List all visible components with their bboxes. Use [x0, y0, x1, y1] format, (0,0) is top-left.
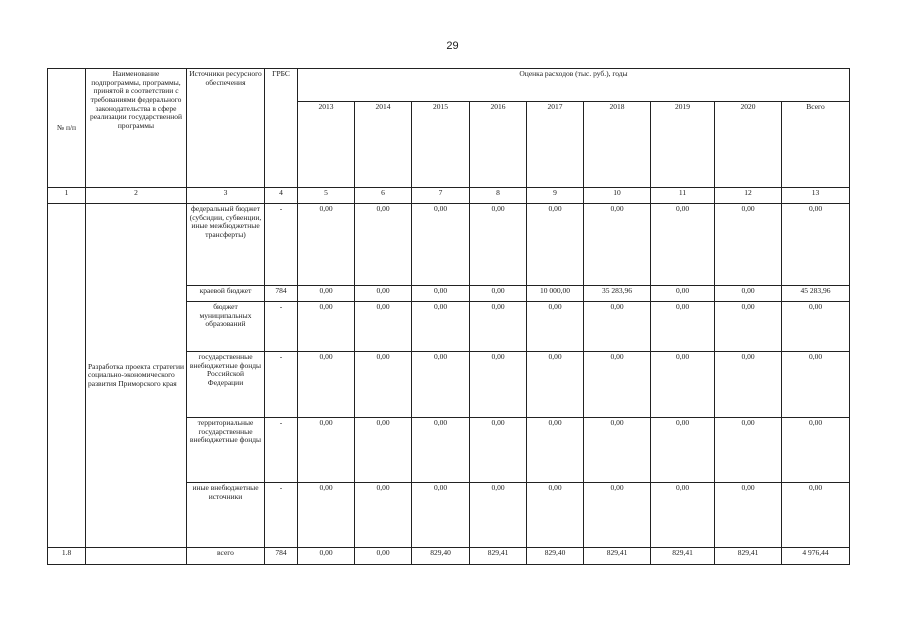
grbs-cell: -	[265, 483, 298, 548]
column-number-row	[48, 188, 850, 204]
header-year: 2014	[355, 102, 412, 188]
value-cell: 0,00	[527, 302, 584, 352]
total-cell: 4 976,44	[782, 548, 850, 565]
header-year: 2018	[584, 102, 651, 188]
column-number: 11	[651, 188, 715, 204]
value-cell: 0,00	[412, 483, 470, 548]
value-cell: 0,00	[527, 418, 584, 483]
column-number: 1	[48, 188, 86, 204]
value-cell: 0,00	[527, 204, 584, 286]
value-cell: 0,00	[470, 204, 527, 286]
value-cell: 0,00	[298, 286, 355, 302]
total-cell: 0,00	[782, 302, 850, 352]
value-cell: 829,40	[527, 548, 584, 565]
value-cell: 0,00	[355, 302, 412, 352]
value-cell: 0,00	[355, 204, 412, 286]
header-expenses: Оценка расходов (тыс. руб.), годы	[298, 69, 850, 102]
column-number: 2	[86, 188, 187, 204]
column-number: 4	[265, 188, 298, 204]
column-number: 13	[782, 188, 850, 204]
value-cell: 0,00	[470, 352, 527, 418]
value-cell: 0,00	[298, 204, 355, 286]
header-name: Наименование подпрограммы, программы, принятой в соответствии с требованиями федерального законодательства в сфере реализации государственной программы	[86, 69, 187, 188]
budget-table	[47, 68, 850, 565]
grbs-cell: 784	[265, 548, 298, 565]
header-num: № п/п	[48, 69, 86, 188]
value-cell: 0,00	[355, 352, 412, 418]
value-cell: 0,00	[412, 286, 470, 302]
source-cell: федеральный бюджет (субсидии, субвенции, иные межбюджетные трансферты)	[187, 204, 265, 286]
header-year: 2017	[527, 102, 584, 188]
value-cell: 0,00	[584, 483, 651, 548]
value-cell: 0,00	[584, 204, 651, 286]
value-cell: 0,00	[470, 483, 527, 548]
value-cell: 829,41	[651, 548, 715, 565]
value-cell: 0,00	[412, 352, 470, 418]
row-num-cell: 1.8	[48, 548, 86, 565]
value-cell: 0,00	[651, 286, 715, 302]
value-cell: 829,41	[584, 548, 651, 565]
total-row	[48, 548, 850, 565]
header-total: Всего	[782, 102, 850, 188]
value-cell: 0,00	[715, 483, 782, 548]
value-cell: 0,00	[584, 302, 651, 352]
value-cell: 0,00	[715, 302, 782, 352]
value-cell: 829,40	[412, 548, 470, 565]
table-row	[48, 204, 850, 286]
value-cell: 829,41	[715, 548, 782, 565]
value-cell: 0,00	[298, 418, 355, 483]
header-row	[48, 69, 850, 102]
value-cell: 0,00	[298, 302, 355, 352]
header-year: 2019	[651, 102, 715, 188]
value-cell: 0,00	[298, 352, 355, 418]
value-cell: 0,00	[715, 204, 782, 286]
source-cell: краевой бюджет	[187, 286, 265, 302]
column-number: 10	[584, 188, 651, 204]
value-cell: 0,00	[651, 302, 715, 352]
total-cell: 0,00	[782, 352, 850, 418]
name-cell	[86, 548, 187, 565]
column-number: 9	[527, 188, 584, 204]
column-number: 5	[298, 188, 355, 204]
value-cell: 0,00	[715, 352, 782, 418]
grbs-cell: -	[265, 352, 298, 418]
grbs-cell: -	[265, 204, 298, 286]
column-number: 8	[470, 188, 527, 204]
value-cell: 0,00	[715, 418, 782, 483]
header-grbs: ГРБС	[265, 69, 298, 188]
total-cell: 0,00	[782, 418, 850, 483]
source-cell: бюджет муниципальных образований	[187, 302, 265, 352]
total-cell: 0,00	[782, 483, 850, 548]
value-cell: 0,00	[584, 418, 651, 483]
row-num-cell	[48, 204, 86, 548]
activity-name: Разработка проекта стратегии социально-экономического развития Приморского края	[86, 204, 187, 548]
value-cell: 0,00	[412, 204, 470, 286]
header-year: 2013	[298, 102, 355, 188]
value-cell: 0,00	[355, 548, 412, 565]
value-cell: 0,00	[651, 418, 715, 483]
value-cell: 0,00	[651, 352, 715, 418]
value-cell: 829,41	[470, 548, 527, 565]
column-number: 3	[187, 188, 265, 204]
value-cell: 0,00	[527, 352, 584, 418]
value-cell: 0,00	[715, 286, 782, 302]
source-cell: всего	[187, 548, 265, 565]
grbs-cell: 784	[265, 286, 298, 302]
value-cell: 10 000,00	[527, 286, 584, 302]
value-cell: 0,00	[298, 483, 355, 548]
value-cell: 0,00	[355, 418, 412, 483]
column-number: 7	[412, 188, 470, 204]
value-cell: 0,00	[412, 302, 470, 352]
source-cell: иные внебюджетные источники	[187, 483, 265, 548]
grbs-cell: -	[265, 418, 298, 483]
total-cell: 45 283,96	[782, 286, 850, 302]
value-cell: 0,00	[651, 483, 715, 548]
value-cell: 0,00	[355, 483, 412, 548]
header-year: 2015	[412, 102, 470, 188]
value-cell: 0,00	[527, 483, 584, 548]
value-cell: 0,00	[412, 418, 470, 483]
header-year: 2016	[470, 102, 527, 188]
grbs-cell: -	[265, 302, 298, 352]
value-cell: 0,00	[470, 286, 527, 302]
value-cell: 35 283,96	[584, 286, 651, 302]
source-cell: государственные внебюджетные фонды Российской Федерации	[187, 352, 265, 418]
page-number: 29	[446, 40, 459, 52]
value-cell: 0,00	[470, 418, 527, 483]
value-cell: 0,00	[651, 204, 715, 286]
value-cell: 0,00	[584, 352, 651, 418]
value-cell: 0,00	[298, 548, 355, 565]
value-cell: 0,00	[355, 286, 412, 302]
value-cell: 0,00	[470, 302, 527, 352]
source-cell: территориальные государственные внебюджетные фонды	[187, 418, 265, 483]
header-source: Источники ресурсного обеспечения	[187, 69, 265, 188]
header-year: 2020	[715, 102, 782, 188]
total-cell: 0,00	[782, 204, 850, 286]
column-number: 6	[355, 188, 412, 204]
column-number: 12	[715, 188, 782, 204]
